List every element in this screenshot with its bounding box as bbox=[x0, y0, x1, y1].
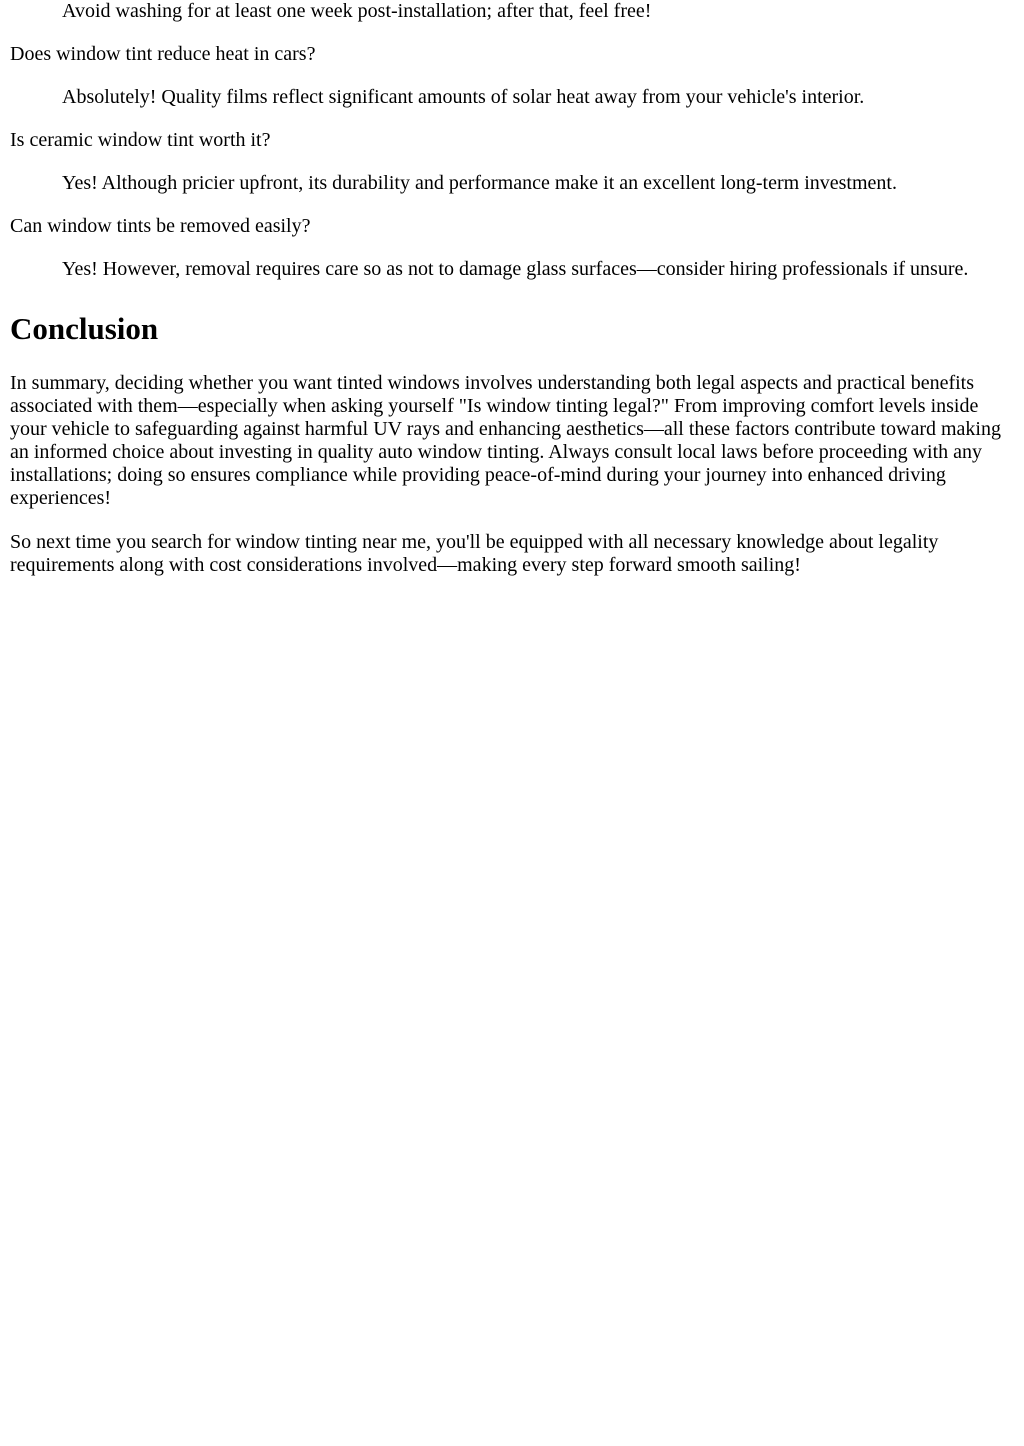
faq-question: Can window tints be removed easily? bbox=[10, 215, 311, 237]
conclusion-paragraph: So next time you search for window tinting near me, you'll be equipped with all necessary knowledge about legality requirements along with cost considerations involved—making every step forward smooth sailing! bbox=[10, 531, 939, 576]
faq-question: Does window tint reduce heat in cars? bbox=[10, 43, 316, 65]
faq-item bbox=[10, 129, 1014, 195]
faq-answer: Yes! Although pricier upfront, its durability and performance make it an excellent long-term investment. bbox=[62, 172, 897, 194]
faq-answer: Absolutely! Quality films reflect significant amounts of solar heat away from your vehicle's interior. bbox=[62, 86, 865, 108]
conclusion-paragraph: In summary, deciding whether you want tinted windows involves understanding both legal aspects and practical benefits associated with them—especially when asking yourself "Is window tinting legal?" From improving comfort levels inside your vehicle to safeguarding against harmful UV rays and enhancing aesthetics—all these factors contribute toward making an informed choice about investing in quality auto window tinting. Always consult local laws before proceeding with any installations; doing so ensures compliance while providing peace-of-mind during your journey into enhanced driving experiences! bbox=[10, 372, 1001, 509]
faq-answer: Yes! However, removal requires care so as not to damage glass surfaces—consider hiring professionals if unsure. bbox=[62, 258, 969, 280]
faq-question: Is ceramic window tint worth it? bbox=[10, 129, 271, 151]
faq-answer: Avoid washing for at least one week post-installation; after that, feel free! bbox=[62, 0, 652, 22]
faq-list bbox=[10, 43, 1014, 301]
conclusion-heading: Conclusion bbox=[10, 311, 159, 346]
faq-item bbox=[10, 215, 1014, 281]
faq-item bbox=[10, 43, 1014, 109]
conclusion-section bbox=[10, 372, 1014, 598]
